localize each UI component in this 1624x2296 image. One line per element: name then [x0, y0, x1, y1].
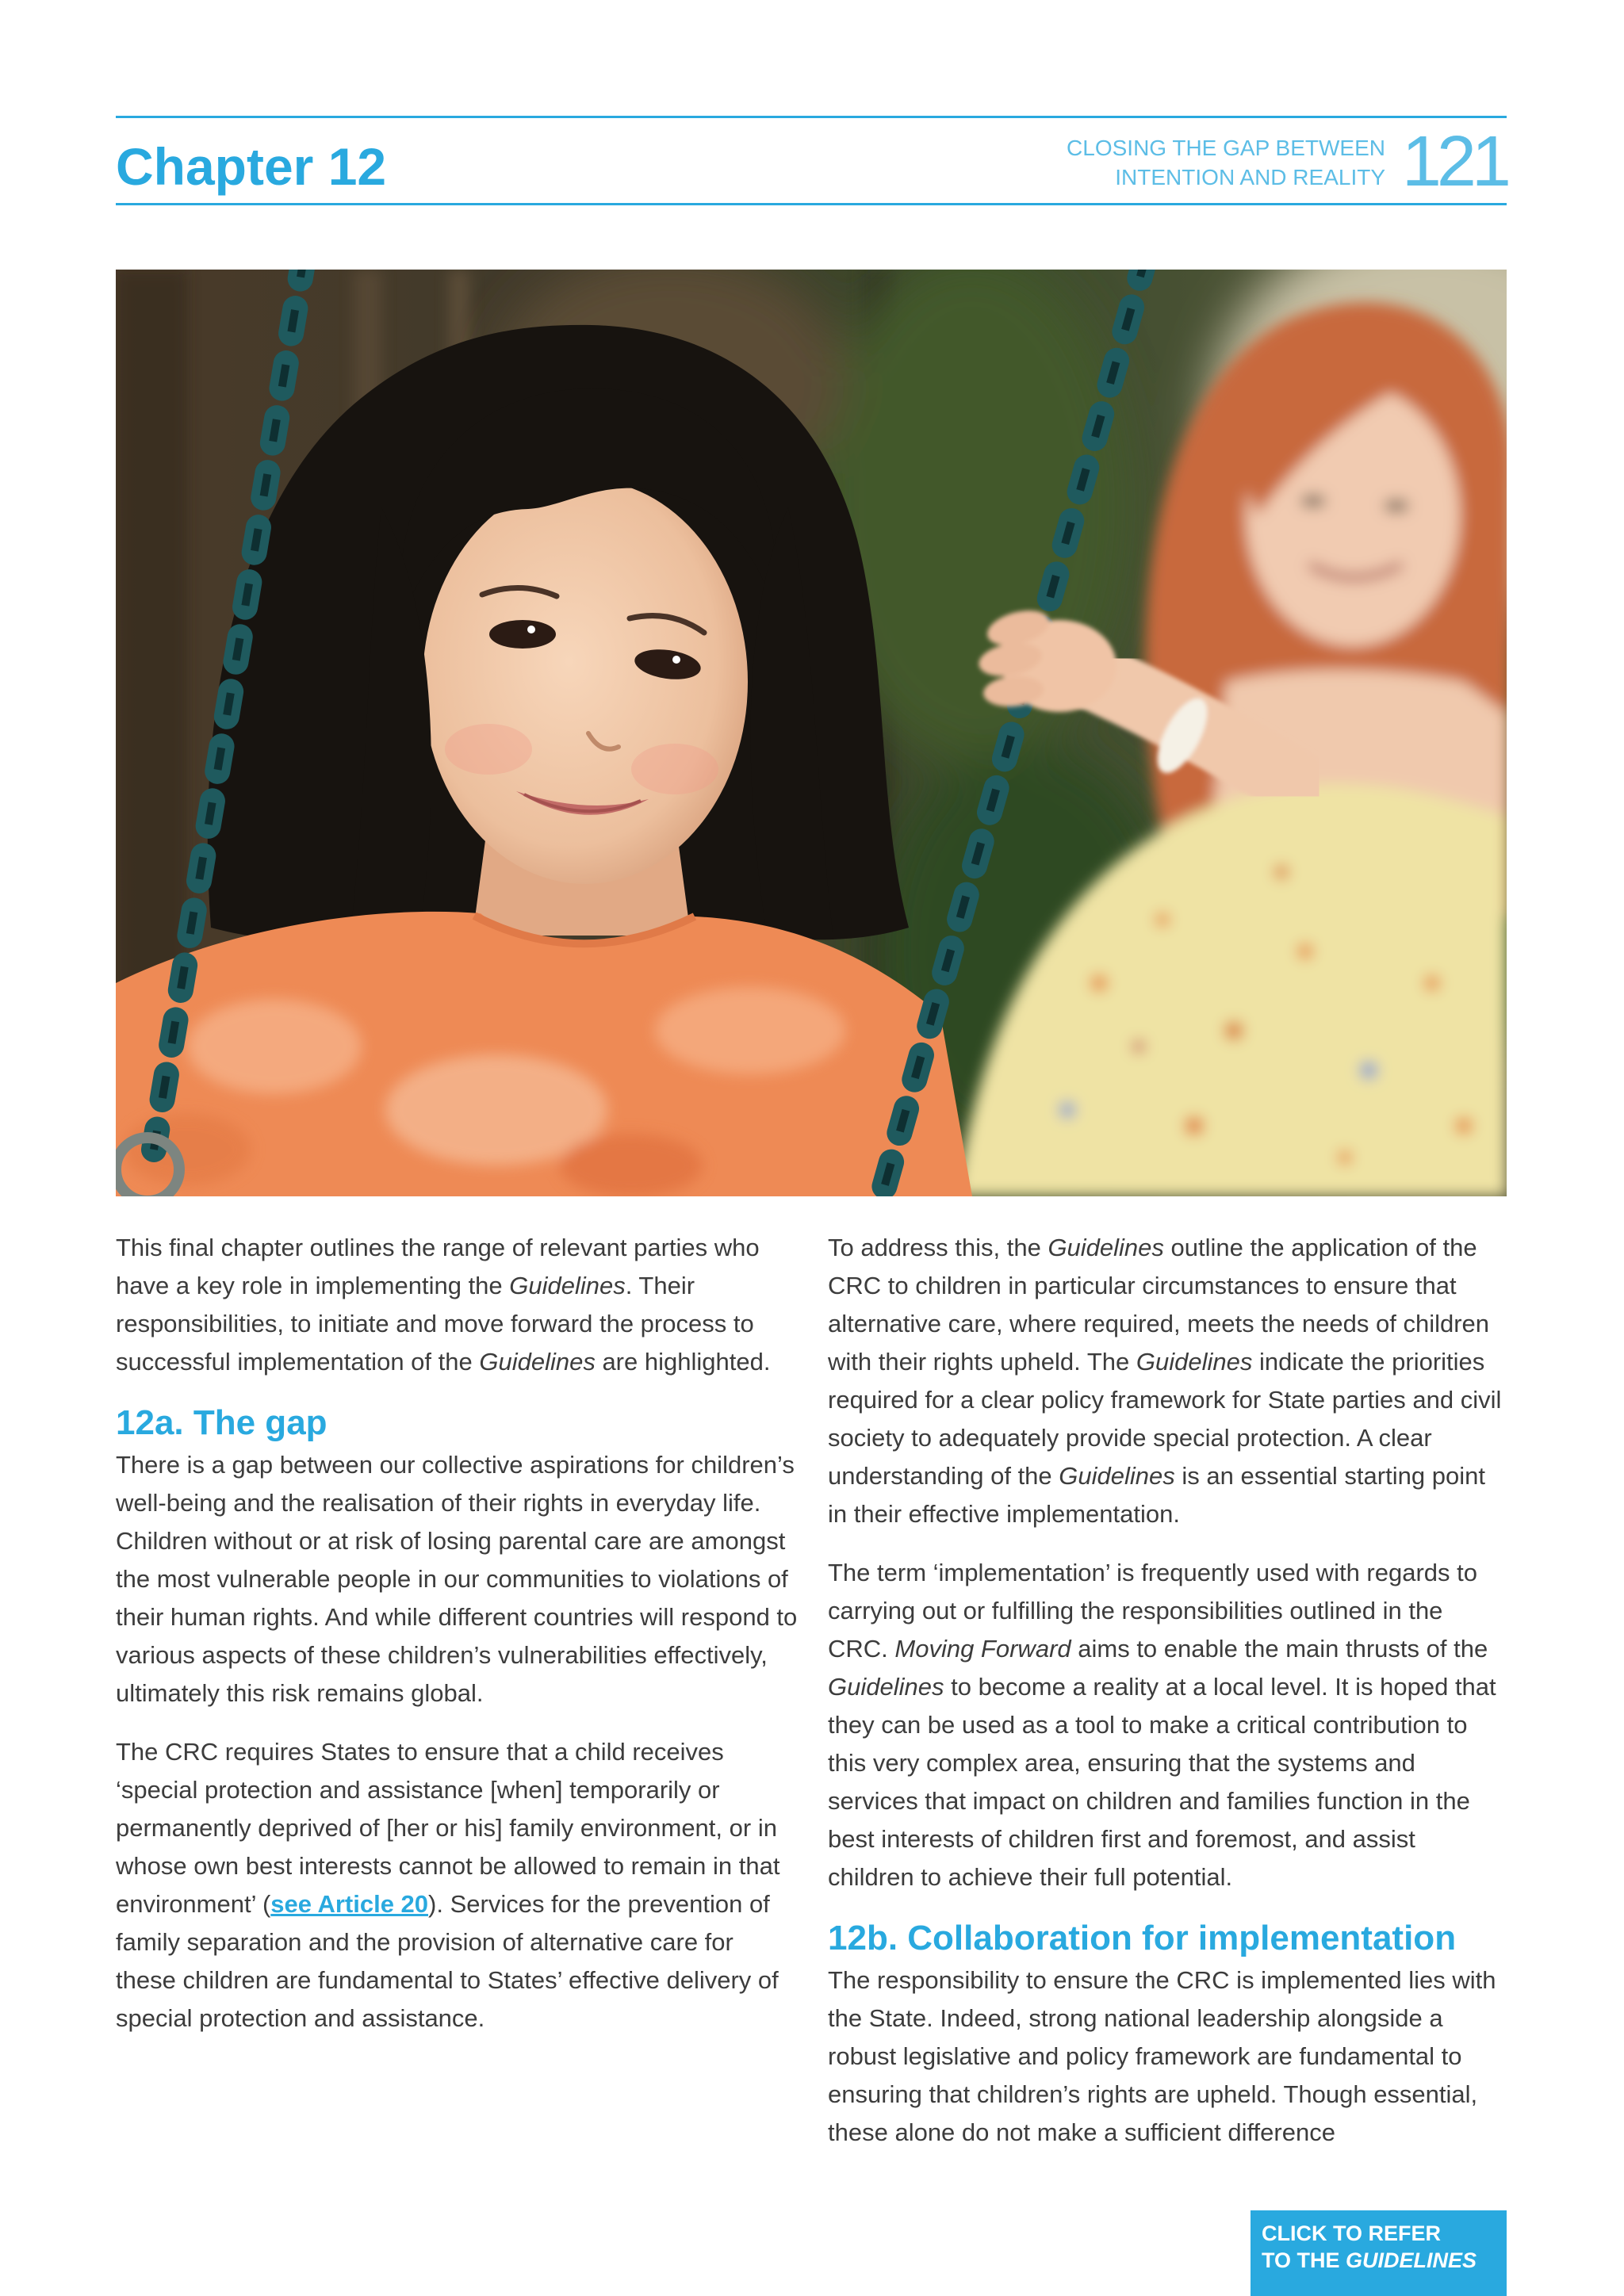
left-column — [116, 1229, 799, 2172]
right-column — [828, 1229, 1507, 2172]
running-title — [1067, 133, 1385, 192]
refer-button-line2 — [1262, 2247, 1507, 2274]
photo-children-on-swings — [116, 270, 1507, 1196]
section-heading-12a: 12a. The gap — [116, 1403, 327, 1442]
running-title-line1: CLOSING THE GAP BETWEEN — [1067, 136, 1385, 160]
text-run: The CRC requires States to ensure that a child receives ‘special protection and assistance [when] temporarily or permanently deprived of [her or his] family environment, or in whose own best interests cannot be allowed to remain in that environment’ ( — [116, 1738, 780, 1918]
running-title-line2: INTENTION AND REALITY — [1115, 165, 1385, 189]
section-12a-paragraph — [116, 1733, 799, 2038]
italic-term: Guidelines — [479, 1348, 596, 1376]
refer-button-line1: CLICK TO REFER — [1262, 2221, 1442, 2245]
section-12a-paragraph — [828, 1229, 1507, 1533]
text-run: outline the application of the CRC to children in particular circumstances to ensure that alternative care, where required, meets the needs of children with their rights upheld. The — [828, 1234, 1490, 1376]
text-run: ). Services for the prevention of family separation and the provision of alternative care for these children are fundamental to States’ effective delivery of special protection and assistance. — [116, 1890, 779, 2032]
intro-paragraph — [116, 1229, 799, 1381]
text-run: This final chapter outlines the range of relevant parties who have a key role in implementing the — [116, 1234, 760, 1299]
text-run: aims to enable the main thrusts of the — [1071, 1635, 1488, 1663]
page-number: 121 — [1401, 122, 1507, 201]
refer-to-guidelines-button[interactable] — [1251, 2210, 1507, 2296]
chapter-title: Chapter 12 — [116, 137, 387, 196]
italic-term: Moving Forward — [894, 1635, 1071, 1663]
italic-term: Guidelines — [509, 1272, 626, 1299]
text-run: . Their responsibilities, to initiate and move forward the process to successful implementation of the — [116, 1272, 754, 1376]
italic-term: Guidelines — [1136, 1348, 1253, 1376]
text-run: The term ‘implementation’ is frequently used with regards to carrying out or fulfilling the responsibilities outlined in the CRC. — [828, 1559, 1478, 1663]
text-run: The responsibility to ensure the CRC is implemented lies with the State. Indeed, strong national leadership alongside a robust legislative and policy framework are fundamental to ensuring that children’s rights are upheld. Though essential, these alone do not make a sufficient difference — [828, 1966, 1496, 2146]
italic-term: Guidelines — [828, 1673, 944, 1701]
text-run: to become a reality at a local level. It is hoped that they can be used as a tool to make a critical contribution to this very complex area, ensuring that the systems and services that impact on children and families function in the best interests of children first and foremost, and assist children to achieve their full potential. — [828, 1673, 1496, 1891]
section-12a-paragraph — [828, 1554, 1507, 1896]
section-12b-paragraph — [828, 1961, 1507, 2152]
italic-term: Guidelines — [1048, 1234, 1164, 1261]
refer-button-prefix: TO THE — [1262, 2248, 1346, 2272]
section-heading-12b: 12b. Collaboration for implementation — [828, 1919, 1457, 1957]
text-run: are highlighted. — [595, 1348, 771, 1376]
text-run: There is a gap between our collective aspirations for children’s well-being and the realisation of their rights in everyday life. Children without or at risk of losing parental care are amongst the most vulnerable people in our communities to violations of their human rights. And while different countries will respond to various aspects of these children’s vulnerabilities effectively, ultimately this risk remains global. — [116, 1451, 798, 1707]
photo-illustration — [116, 270, 1507, 1196]
italic-term: Guidelines — [1059, 1462, 1175, 1490]
article-link[interactable]: see Article 20 — [270, 1890, 429, 1918]
text-run: indicate the priorities required for a clear policy framework for State parties and civil society to adequately provide special protection. A clear understanding of the — [828, 1348, 1502, 1490]
header-top-rule — [116, 116, 1507, 118]
text-run: is an essential starting point in their effective implementation. — [828, 1462, 1485, 1528]
refer-button-emphasis: GUIDELINES — [1346, 2248, 1477, 2272]
text-run: To address this, the — [828, 1234, 1048, 1261]
section-12a-paragraph — [116, 1446, 799, 1712]
header-bottom-rule — [116, 203, 1507, 205]
